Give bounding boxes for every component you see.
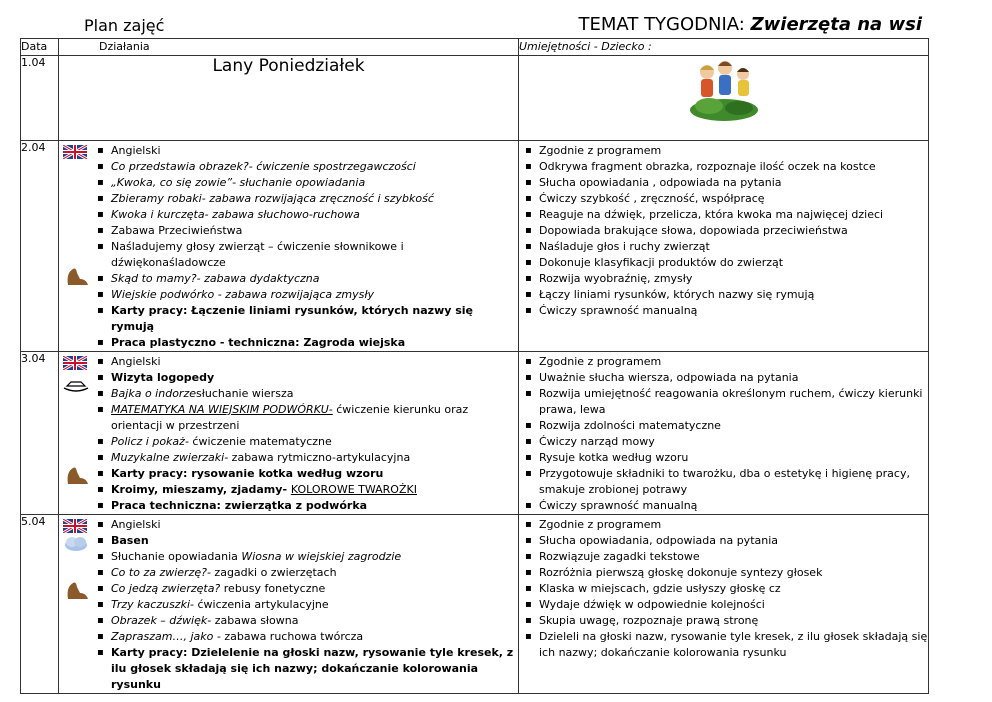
item-title: Obrazek – dźwięk- xyxy=(111,614,212,627)
item-desc: ćwiczenie kierunku oraz orientacji w przestrzeni xyxy=(111,403,469,432)
list-item: ▪ Uważnie słucha wiersza, odpowiada na pytania xyxy=(519,370,928,386)
row-date: 5.04 xyxy=(21,515,59,694)
row-date: 1.04 xyxy=(21,56,59,141)
list-item xyxy=(59,402,518,434)
list-item: ▪ Rozwija zdolności matematyczne xyxy=(519,418,928,434)
list-item: ▪ Naśladuje głos i ruchy zwierząt xyxy=(519,239,928,255)
list-item: ▪ Kwoka i kurczęta- zabawa słuchowo-ruchowa xyxy=(59,207,518,223)
item-desc: ćwiczenie matematyczne xyxy=(188,435,332,448)
list-item: ▪ Rysuje kotka według wzoru xyxy=(519,450,928,466)
plan-title: Plan zajęć xyxy=(84,16,165,35)
list-item xyxy=(59,386,518,402)
list-item xyxy=(59,629,518,645)
list-item: ▪ Naśladujemy głosy zwierząt – ćwiczenie słownikowe i dźwiękonaśladowcze xyxy=(59,239,518,271)
list-item: ▪ Wydaje dźwięk w odpowiednie kolejności xyxy=(519,597,928,613)
list-item xyxy=(59,450,518,466)
children-illustration xyxy=(519,56,929,141)
page-header xyxy=(0,14,992,38)
item-title: Co to za zwierzę?- xyxy=(111,566,211,579)
list-item: ▪ Łączy liniami rysunków, których nazwy się rymują xyxy=(519,287,928,303)
list-item: ▪ Basen xyxy=(59,533,518,549)
item-title: Zapraszam…, jako - xyxy=(111,630,221,643)
item-title: Co jedzą zwierzęta? xyxy=(111,582,221,595)
monday-title: Lany Poniedziałek xyxy=(59,56,519,141)
activities-cell xyxy=(59,141,519,352)
item-desc: zabawa rytmiczno-artykulacyjna xyxy=(228,451,411,464)
list-item xyxy=(59,434,518,450)
list-item: ▪ Rozwija wyobraźnię, zmysły xyxy=(519,271,928,287)
list-item: ▪ Rozróżnia pierwszą głoskę dokonuje syntezy głosek xyxy=(519,565,928,581)
list-item: ▪ Angielski xyxy=(59,517,518,533)
list-item: ▪ Zgodnie z programem xyxy=(519,517,928,533)
list-item: ▪ Karty pracy: rysowanie kotka według wzoru xyxy=(59,466,518,482)
list-item: ▪ Ćwiczy sprawność manualną xyxy=(519,303,928,319)
table-row xyxy=(21,141,929,352)
list-item xyxy=(59,565,518,581)
col-date-header: Data xyxy=(21,39,59,56)
item-title: Kroimy, mieszamy, zjadamy- xyxy=(111,483,288,496)
list-item: ▪ Dokonuje klasyfikacji produktów do zwierząt xyxy=(519,255,928,271)
skills-cell xyxy=(519,352,929,515)
list-item: ▪ Rozwiązuje zagadki tekstowe xyxy=(519,549,928,565)
item-desc: Wiosna w wiejskiej zagrodzie xyxy=(241,550,402,563)
list-item: ▪ Słucha opowiadania, odpowiada na pytania xyxy=(519,533,928,549)
list-item: ▪ Angielski xyxy=(59,143,518,159)
list-item: ▪ Ćwiczy szybkość , zręczność, współpracę xyxy=(519,191,928,207)
table-row xyxy=(21,352,929,515)
list-item: ▪ Reaguje na dźwięk, przelicza, która kwoka ma najwięcej dzieci xyxy=(519,207,928,223)
table-row xyxy=(21,515,929,694)
item-desc: KOLOROWE TWAROŻKI xyxy=(290,483,417,496)
item-title: Słuchanie opowiadania xyxy=(111,550,238,563)
topic-label: TEMAT TYGODNIA: xyxy=(578,14,745,35)
list-item: ▪ Karty pracy: Łączenie liniami rysunków, których nazwy się rymują xyxy=(59,303,518,335)
list-item: ▪ Zabawa Przeciwieństwa xyxy=(59,223,518,239)
item-title: MATEMATYKA NA WIEJSKIM PODWÓRKU- xyxy=(111,403,333,416)
list-item: ▪ Zbieramy robaki- zabawa rozwijająca zręczność i szybkość xyxy=(59,191,518,207)
list-item: ▪ Dopowiada brakujące słowa, dopowiada przeciwieństwa xyxy=(519,223,928,239)
table-row xyxy=(21,56,929,141)
list-item: ▪ Wiejskie podwórko - zabawa rozwijająca zmysły xyxy=(59,287,518,303)
item-title: Trzy kaczuszki- xyxy=(111,598,194,611)
row-date: 2.04 xyxy=(21,141,59,352)
col-activities-header: Działania xyxy=(59,39,519,56)
header-row xyxy=(21,39,929,56)
list-item: ▪ Skupia uwagę, rozpoznaje prawą stronę xyxy=(519,613,928,629)
item-desc: słuchanie wiersza xyxy=(195,387,294,400)
list-item: ▪ Rozwija umiejętność reagowania określonym ruchem, ćwiczy kierunki prawa, lewa xyxy=(519,386,928,418)
list-item: ▪ Wizyta logopedy xyxy=(59,370,518,386)
list-item: ▪ Praca plastyczno - techniczna: Zagroda wiejska xyxy=(59,335,518,351)
item-desc: zabawa ruchowa twórcza xyxy=(220,630,364,643)
list-item: ▪ Praca techniczna: zwierzątka z podwórka xyxy=(59,498,518,514)
list-item: ▪ Karty pracy: Dzielelenie na głoski nazw, rysowanie tyle kresek, z ilu głosek składają się ich nazwy; dokańczanie kolorowania rysunku xyxy=(59,645,518,693)
plan-table xyxy=(20,38,929,694)
item-desc: rebusy fonetyczne xyxy=(220,582,326,595)
list-item: ▪ Odkrywa fragment obrazka, rozpoznaje ilość oczek na kostce xyxy=(519,159,928,175)
list-item xyxy=(59,549,518,565)
list-item: ▪ Przygotowuje składniki to twarożku, dba o estetykę i higienę pracy, smakuje zrobionej potrawy xyxy=(519,466,928,498)
item-title: Policz i pokaż- xyxy=(111,435,189,448)
list-item: ▪ Co przedstawia obrazek?- ćwiczenie spostrzegawczości xyxy=(59,159,518,175)
week-topic xyxy=(579,14,922,35)
row-date: 3.04 xyxy=(21,352,59,515)
list-item xyxy=(59,482,518,498)
list-item: ▪ Zgodnie z programem xyxy=(519,354,928,370)
list-item: ▪ Ćwiczy sprawność manualną xyxy=(519,498,928,514)
list-item: ▪ Dzieleli na głoski nazw, rysowanie tyle kresek, z ilu głosek składają się ich nazwy; dokańczanie kolorowania rysunku xyxy=(519,629,928,661)
item-title: Muzykalne zwierzaki- xyxy=(111,451,229,464)
topic-value: Zwierzęta na wsi xyxy=(750,14,922,35)
list-item xyxy=(59,597,518,613)
list-item: ▪ Skąd to mamy?- zabawa dydaktyczna xyxy=(59,271,518,287)
activities-cell xyxy=(59,515,519,694)
activities-cell xyxy=(59,352,519,515)
item-title: Bajka o indorze xyxy=(111,387,196,400)
list-item: ▪ Ćwiczy narząd mowy xyxy=(519,434,928,450)
list-item: ▪ Klaska w miejscach, gdzie usłyszy głoskę cz xyxy=(519,581,928,597)
list-item xyxy=(59,581,518,597)
item-desc: ćwiczenia artykulacyjne xyxy=(193,598,329,611)
list-item: ▪ „Kwoka, co się zowie”- słuchanie opowiadania xyxy=(59,175,518,191)
list-item: ▪ Słucha opowiadania , odpowiada na pytania xyxy=(519,175,928,191)
item-desc: zabawa słowna xyxy=(211,614,299,627)
col-skills-header: Umiejętności - Dziecko : xyxy=(519,39,929,56)
list-item: ▪ Angielski xyxy=(59,354,518,370)
item-desc: zagadki o zwierzętach xyxy=(210,566,337,579)
skills-cell xyxy=(519,141,929,352)
list-item: ▪ Zgodnie z programem xyxy=(519,143,928,159)
skills-cell xyxy=(519,515,929,694)
list-item xyxy=(59,613,518,629)
